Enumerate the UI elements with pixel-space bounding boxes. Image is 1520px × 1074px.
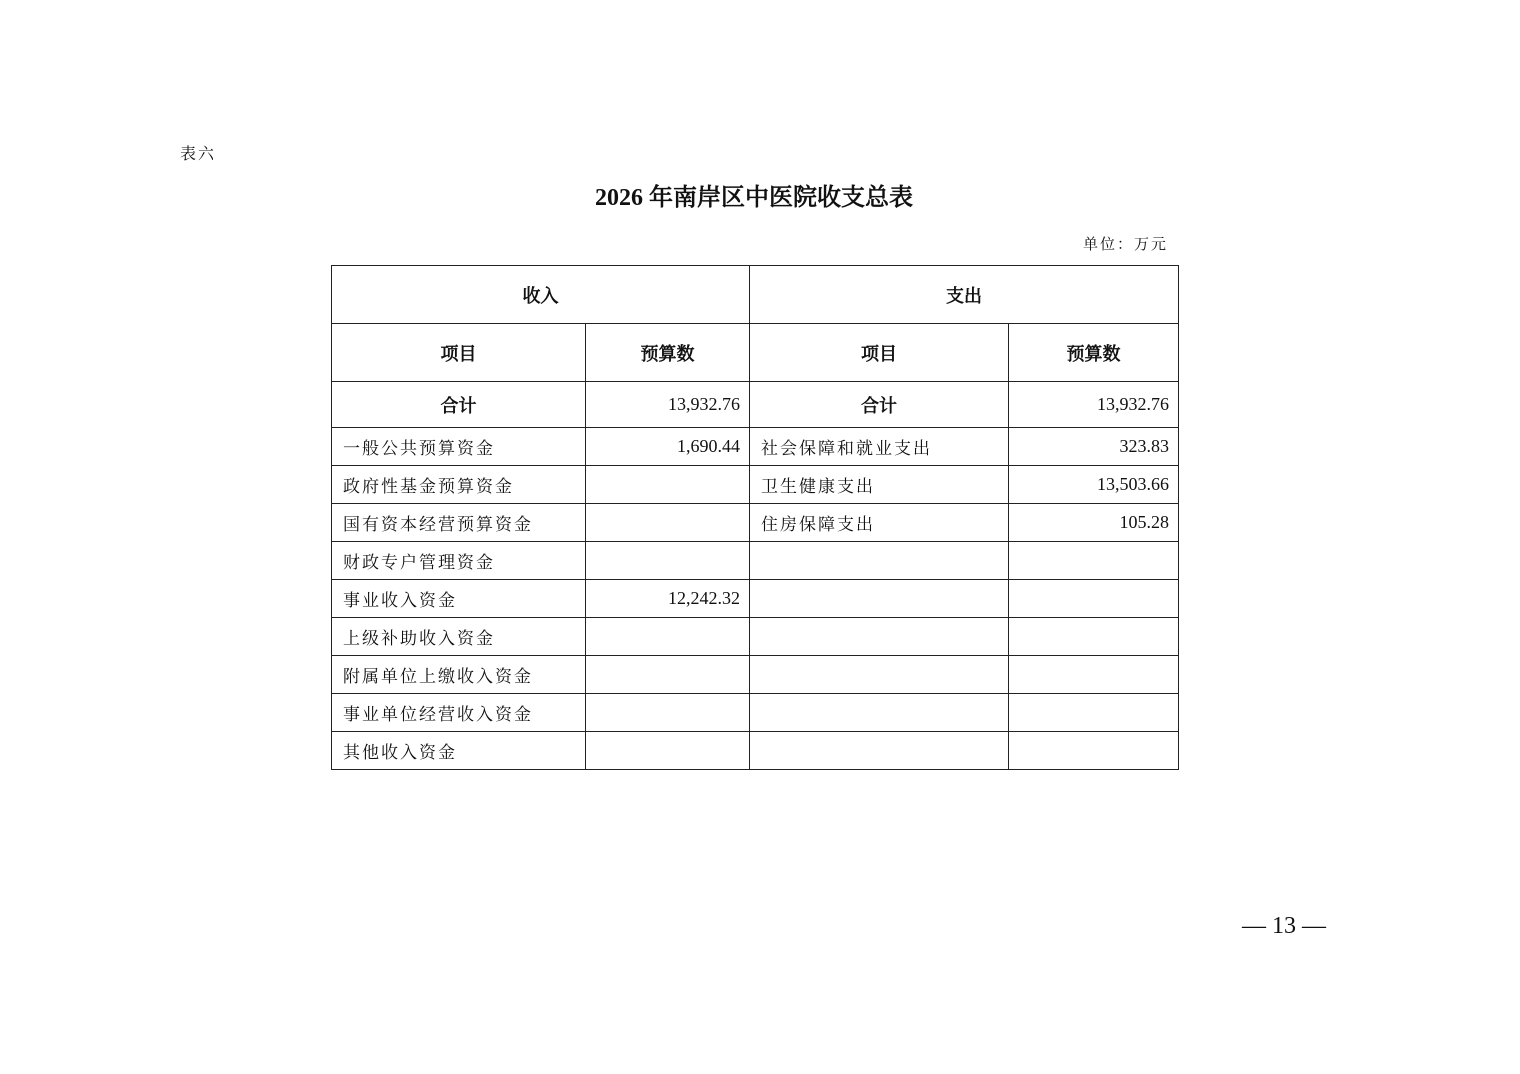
total-row: [332, 382, 1179, 428]
income-amount-cell: [586, 656, 750, 694]
income-amount-cell: 1,690.44: [586, 428, 750, 466]
expense-item-cell: 住房保障支出: [750, 504, 1009, 542]
column-header-row: [332, 324, 1179, 382]
expense-amount-cell: [1009, 694, 1179, 732]
income-item-cell: 财政专户管理资金: [332, 542, 586, 580]
table-row: [332, 694, 1179, 732]
unit-label: 单位：万元: [1082, 235, 1168, 253]
income-item-cell: 事业单位经营收入资金: [332, 694, 586, 732]
group-header-row: [332, 266, 1179, 324]
income-amount-col-header: 预算数: [586, 324, 750, 382]
income-amount-cell: 12,242.32: [586, 580, 750, 618]
income-item-cell: 事业收入资金: [332, 580, 586, 618]
expense-amount-cell: [1009, 580, 1179, 618]
expense-item-cell: [750, 732, 1009, 770]
page-number: — 13 —: [1242, 913, 1326, 939]
income-amount-cell: [586, 504, 750, 542]
expense-item-cell: 卫生健康支出: [750, 466, 1009, 504]
expense-item-cell: [750, 580, 1009, 618]
table-row: [332, 542, 1179, 580]
expense-amount-cell: 105.28: [1009, 504, 1179, 542]
expense-amount-cell: 323.83: [1009, 428, 1179, 466]
income-amount-cell: [586, 694, 750, 732]
income-item-cell: 政府性基金预算资金: [332, 466, 586, 504]
income-item-cell: 上级补助收入资金: [332, 618, 586, 656]
income-item-cell: 附属单位上缴收入资金: [332, 656, 586, 694]
income-amount-cell: [586, 732, 750, 770]
income-item-cell: 国有资本经营预算资金: [332, 504, 586, 542]
expense-total-amount: 13,932.76: [1009, 382, 1179, 428]
expense-header: 支出: [750, 266, 1179, 324]
document-title: 2026 年南岸区中医院收支总表: [595, 185, 913, 211]
table-row: [332, 466, 1179, 504]
table-row: [332, 428, 1179, 466]
income-amount-cell: [586, 466, 750, 504]
table-row: [332, 504, 1179, 542]
expense-amount-cell: [1009, 618, 1179, 656]
expense-amount-cell: [1009, 656, 1179, 694]
income-total-label: 合计: [332, 382, 586, 428]
income-item-cell: 其他收入资金: [332, 732, 586, 770]
expense-item-cell: 社会保障和就业支出: [750, 428, 1009, 466]
expense-amount-cell: [1009, 542, 1179, 580]
table-row: [332, 732, 1179, 770]
income-amount-cell: [586, 618, 750, 656]
expense-item-col-header: 项目: [750, 324, 1009, 382]
income-header: 收入: [332, 266, 750, 324]
expense-item-cell: [750, 694, 1009, 732]
income-item-col-header: 项目: [332, 324, 586, 382]
expense-item-cell: [750, 618, 1009, 656]
table-label: 表六: [180, 144, 217, 163]
income-item-cell: 一般公共预算资金: [332, 428, 586, 466]
expense-amount-cell: 13,503.66: [1009, 466, 1179, 504]
expense-amount-cell: [1009, 732, 1179, 770]
table-row: [332, 656, 1179, 694]
expense-item-cell: [750, 542, 1009, 580]
income-total-amount: 13,932.76: [586, 382, 750, 428]
table-row: [332, 618, 1179, 656]
expense-item-cell: [750, 656, 1009, 694]
table-row: [332, 580, 1179, 618]
budget-summary-table: [331, 265, 1179, 770]
expense-amount-col-header: 预算数: [1009, 324, 1179, 382]
income-amount-cell: [586, 542, 750, 580]
expense-total-label: 合计: [750, 382, 1009, 428]
